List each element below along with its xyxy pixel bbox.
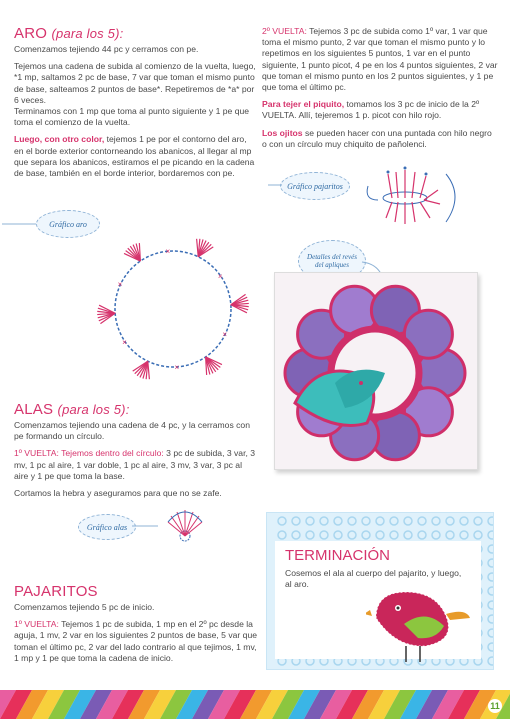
pajaritos-section: [14, 584, 258, 670]
pajaritos-paragraph-2: 1º VUELTA: Tejemos 1 pc de subida, 1 mp en el 2º pc desde la aguja, 1 mv, 2 var en los siguientes 2 puntos de base, 5 var que toman el último pc, 2 var del lado contrario al que tejimos, 1 mv, 1 mp y 1 pe que toma la cadena de inicio.: [14, 619, 258, 663]
aro-paragraph-4: Luego, con otro color, tejemos 1 pe por el contorno del aro, en el borde exterior contorneando los abanicos, al llegar al mp que separa los abanicos, estiramos el pe picando en la cadena de base, también en el borde interior, bordaremos con pe.: [14, 134, 255, 179]
alas-paragraph-1: Comenzamos tejiendo una cadena de 4 pc, y la cerramos con pe formando un círculo.: [14, 420, 250, 442]
alas-section: [14, 402, 258, 505]
bubble-arrow-pajaritos: [268, 180, 282, 190]
alas-paragraph-2: 1º VUELTA: Tejemos dentro del círculo: 3 pc de subida, 3 var, 3 mv, 1 pc al aire, 1 var doble, 1 pc al aire, 3 mv, 3 var, 3 pc al aire y 1 pe que toma la base.: [14, 448, 256, 481]
svg-text:×: ×: [174, 362, 180, 372]
crochet-aro-image: [275, 273, 477, 469]
pajaritos-paragraph-5: Los ojitos se pueden hacer con una puntada con hilo negro o con un círculo muy chiquito de pañolenci.: [262, 127, 492, 149]
svg-text:×: ×: [165, 247, 171, 257]
pajaritos-paragraph-4: Para tejer el piquito, tomamos los 3 pc de inicio de la 2º VUELTA. Allí, tejeremos 1 p. picot con hilo rojo.: [262, 99, 480, 121]
svg-text:×: ×: [117, 279, 123, 289]
bubble-arrow-aro: [0, 218, 40, 230]
photo-note-bubble: Detalles del revés del apliques: [298, 240, 366, 282]
pajaritos-diagram: [360, 160, 470, 238]
terminacion-title: TERMINACIÓN: [285, 547, 390, 564]
aro-diagram: [88, 224, 258, 394]
svg-text:×: ×: [222, 330, 227, 340]
grafico-alas-bubble: Gráfico alas: [78, 514, 136, 540]
aro-paragraph-1: Comenzamos tejiendo 44 pc y cerramos con pe.: [14, 44, 199, 54]
bubble-arrow-alas: [132, 520, 162, 532]
svg-text:×: ×: [122, 337, 127, 347]
bird-illustration: [366, 578, 476, 668]
aro-heading: ARO (para los 5):: [14, 25, 124, 42]
bottom-stripe-band: [0, 690, 510, 719]
aro-paragraph-2: Tejemos una cadena de subida al comienzo de la vuelta, luego, *1 mp, saltamos 2 pc de base, 7 var que toman el mismo punto de base, salteamos 2 puntos de base*. Repetiremos de *a* por 6 veces.: [14, 61, 256, 105]
aro-paragraph-3: Terminamos con 1 mp que toma al punto siguiente y 1 pe que toma el comienzo de la vuelta.: [14, 106, 250, 128]
alas-heading: ALAS (para los 5):: [14, 401, 130, 418]
grafico-aro-bubble: Gráfico aro: [36, 210, 100, 238]
alas-diagram: [160, 506, 210, 556]
svg-text:×: ×: [217, 272, 223, 282]
diagonal-stripes: [0, 690, 510, 719]
pajaritos-paragraph-3: 2º VUELTA: Tejemos 3 pc de subida como 1º var, 1 var que toma el mismo punto, 2 var que toman el mismo punto y lo repetimos en los siguientes 5 puntos, 1 var en el punto siguiente, 1 punto picot, 4 pe en los 4 puntos siguientes, 2 var que toman el mismo punto en los 2 puntos siguientes, y 1 pe que toma el último pc.: [262, 26, 498, 93]
right-column: [262, 26, 498, 156]
page-number: 11: [488, 699, 502, 713]
pajaritos-paragraph-1: Comenzamos tejiendo 5 pc de inicio.: [14, 602, 155, 612]
left-column: [14, 26, 258, 185]
alas-paragraph-3: Cortamos la hebra y aseguramos para que no se zafe.: [14, 488, 222, 499]
crochet-photo: [274, 272, 478, 470]
grafico-pajaritos-bubble: Gráfico pajaritos: [280, 172, 350, 200]
terminacion-text: Cosemos el ala al cuerpo del pajarito, y luego, al aro.: [285, 568, 462, 590]
pajaritos-heading: PAJARITOS: [14, 583, 98, 600]
